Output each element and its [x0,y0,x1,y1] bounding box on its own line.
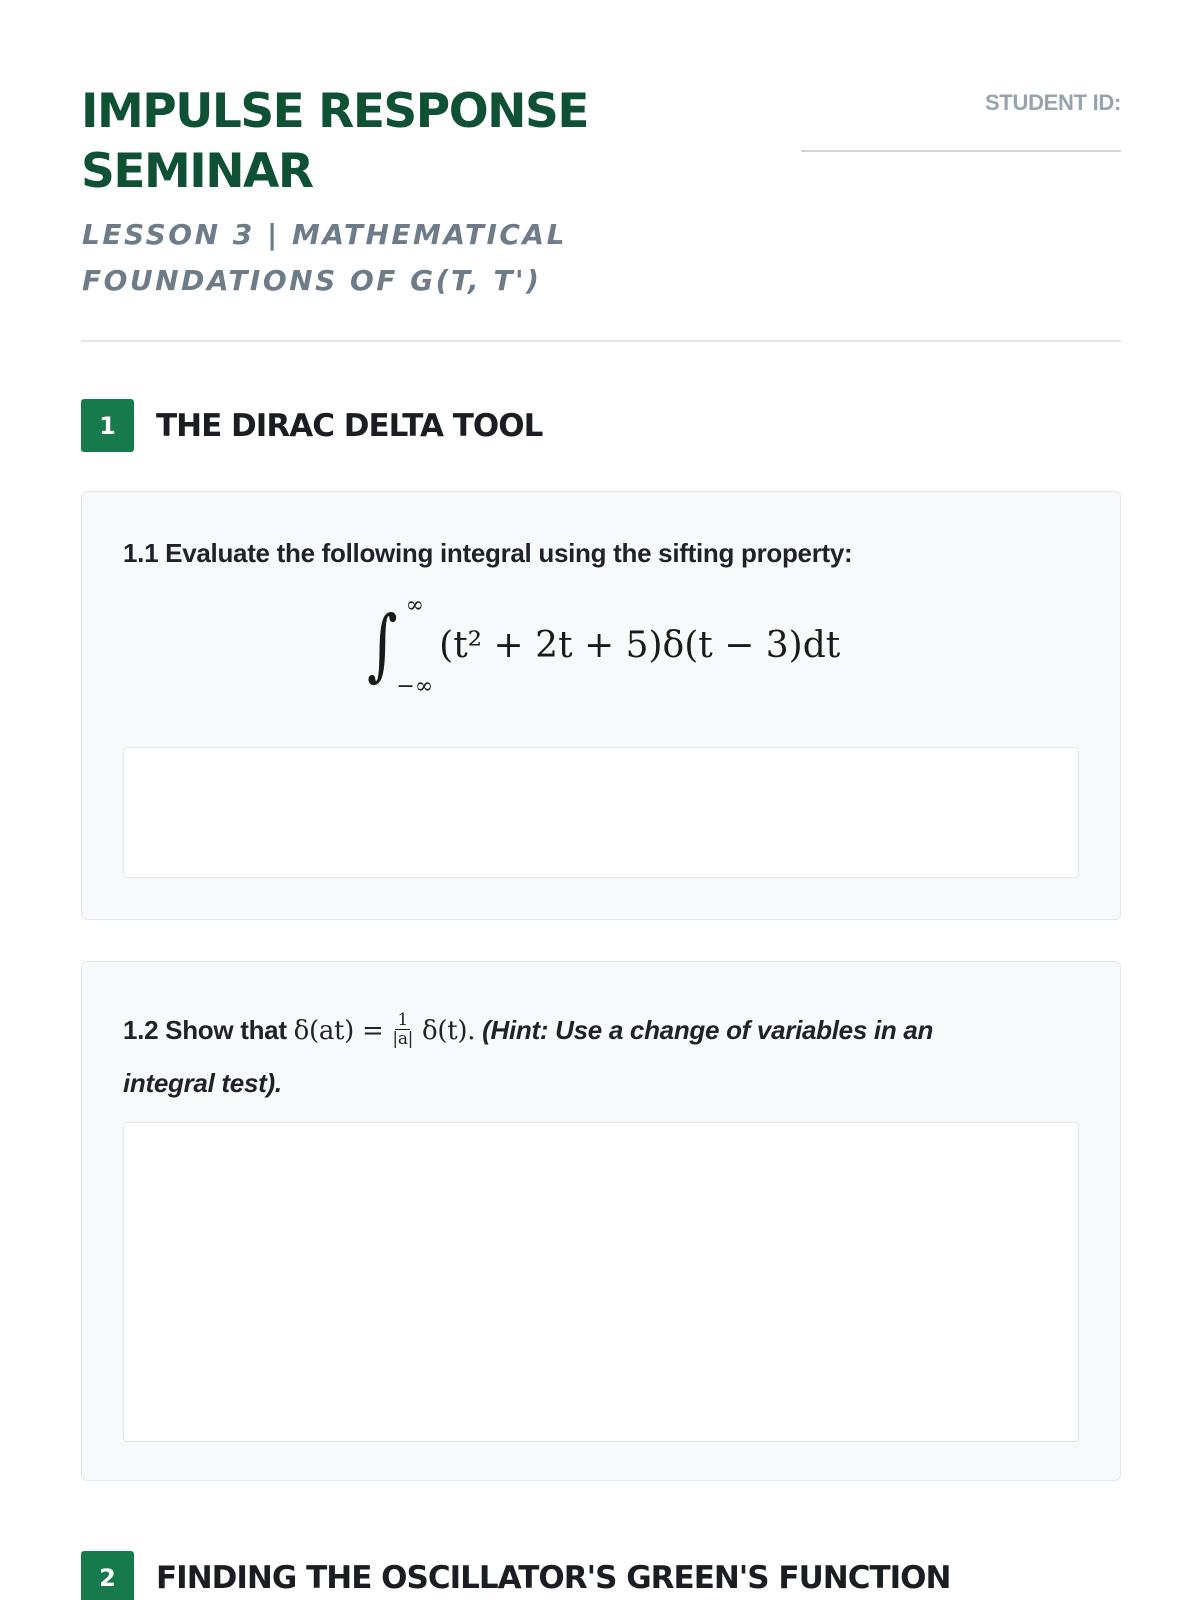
upper-limit: ∞ [405,593,424,618]
section-number-badge: 2 [81,1551,134,1600]
page-title: IMPULSE RESPONSE SEMINAR [81,84,588,199]
section-title: THE DIRAC DELTA TOOL [156,407,543,444]
formula-rhs: δ(t). [422,1016,476,1046]
fraction-denominator: |a| [392,1028,414,1049]
answer-box[interactable] [123,747,1079,878]
integral-equation [82,593,1120,699]
section-2-header [81,1551,950,1600]
fraction-numerator: 1 [397,1009,409,1030]
formula-lhs: δ(at) = [293,1016,384,1046]
student-id-label: STUDENT ID: [984,90,1121,115]
integral-sign-icon: ∫ [366,600,398,690]
question-prompt: 1.1 Evaluate the following integral using the sifting property: [123,538,853,568]
integrand: (t² + 2t + 5)δ(t − 3)dt [439,624,841,666]
lower-limit: −∞ [396,674,434,699]
section-number-badge: 1 [81,399,134,452]
question-card-1-2 [81,961,1121,1481]
question-prefix: 1.2 Show that [123,1015,287,1045]
lesson-subtitle: LESSON 3 | MATHEMATICAL FOUNDATIONS OF G(T, T') [82,218,567,297]
question-card-1-1 [81,491,1121,920]
header-divider [81,340,1121,342]
section-title: FINDING THE OSCILLATOR'S GREEN'S FUNCTION [156,1559,951,1596]
question-prompt [123,1004,1023,1109]
section-1-header [81,399,542,452]
fraction [392,1011,413,1048]
answer-box[interactable] [123,1122,1079,1442]
student-id-field[interactable] [801,150,1121,152]
hint-text: (Hint: Use a change of variables in an integral test). [123,1015,934,1098]
